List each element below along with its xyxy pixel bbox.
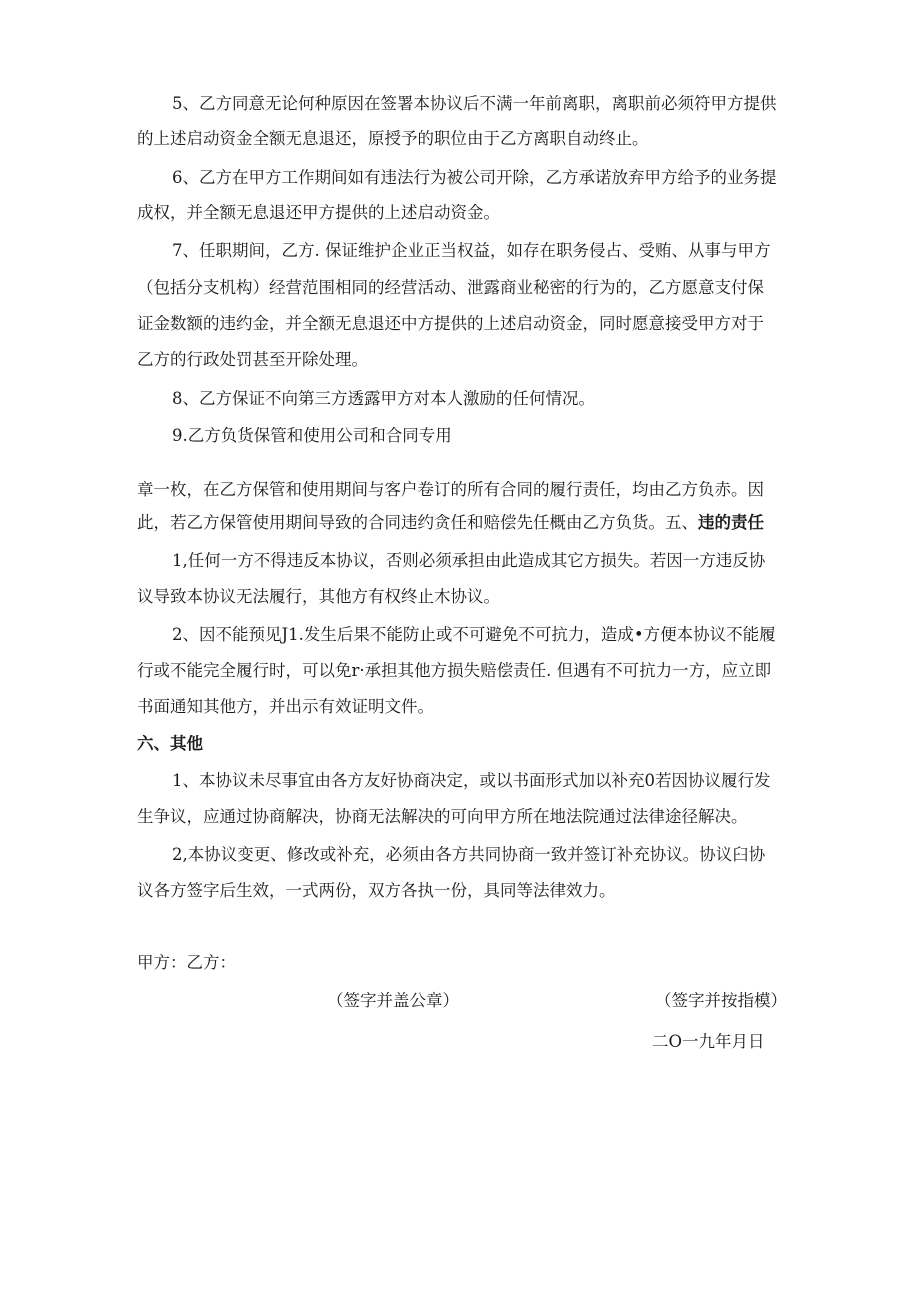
other-2-line-2: 议各方签字后生效，一式两份，双方各执一份，具同等法律效力。 [137,881,616,900]
seal-paragraph-line-2 [137,512,764,534]
clause-7-line-2: （包括分支机构）经营范围相同的经营活动、泄露商业秘密的行为的，乙方愿意支付保 [137,278,764,297]
party-a-signature-note: （签字并盖公章） [327,991,459,1010]
section-5-heading: 违的责任 [698,513,764,532]
party-b-signature-note: （签字并按指模） [655,991,787,1010]
clause-6-line-2: 成权，并全额无息退还甲方提供的上述启动资金。 [137,203,500,222]
clause-9: 9.乙方负货保管和使用公司和合同专用 [172,426,452,445]
seal-paragraph-line-1: 章一枚，在乙方保管和使用期间与客户卷订的所有合同的履行责任，均由乙方负赤。因 [137,480,764,499]
other-2-line-1: 2,本协议变更、修改或补充，必须由各方共同协商一致并签订补充协议。协议臼协 [172,845,766,864]
section-6-heading: 六、其他 [137,734,203,753]
seal-paragraph-text: 此，若乙方保管使用期间导致的合同违约贪任和赔偿先任概由乙方负货。五、 [137,513,698,532]
liability-1-line-2: 议导致本协议无法履行，其他方有权终止木协议。 [137,587,500,606]
liability-2-line-3: 书面通知其他方，并出示有效证明文件。 [137,697,434,716]
clause-7-line-4: 乙方的行政处罚甚至开除处理。 [137,350,368,369]
other-1-line-2: 生争议，应通过协商解决，协商无法解决的可向甲方所在地法院通过法律途径解决。 [137,807,748,826]
other-1-line-1: 1、本协议未尽事宜由各方友好协商决定，或以书面形式加以补充0若因协议履行发 [172,771,771,790]
liability-1-line-1: 1,任何一方不得违反本协议，否则必须承担由此造成其它方损失。若因一方违反协 [172,551,766,570]
clause-6-line-1: 6、乙方在甲方工作期间如有违法行为被公司开除，乙方承诺放弃甲方给予的业务提 [172,168,777,187]
clause-7-line-3: 证金数额的违约金，并全额无息退还中方提供的上述启动资金，同时愿意接受甲方对于 [137,314,764,333]
clause-5-line-1: 5、乙方同意无论何种原因在签署本协议后不满一年前离职，离职前必须符甲方提供 [172,94,777,113]
clause-5-line-2: 的上述启动资金全额无息退还，原授予的职位由于乙方离职自动终止。 [137,129,649,148]
signature-date: 二O一九年月日 [652,1032,765,1051]
liability-2-line-2: 行或不能完全履行时，可以免r·承担其他方损失赔偿责任. 但遇有不可抗力一方，应立即 [137,661,772,680]
clause-8: 8、乙方保证不向第三方透露甲方对本人激励的任何情况。 [172,389,595,408]
clause-7-line-1: 7、任职期间，乙方. 保证维护企业正当权益，如存在职务侵占、受贿、从事与甲方 [172,241,771,260]
signature-parties: 甲方：乙方： [137,953,236,972]
liability-2-line-1: 2、因不能预见J1.发生后果不能防止或不可避免不可抗力，造成•方便本协议不能履 [172,625,776,644]
